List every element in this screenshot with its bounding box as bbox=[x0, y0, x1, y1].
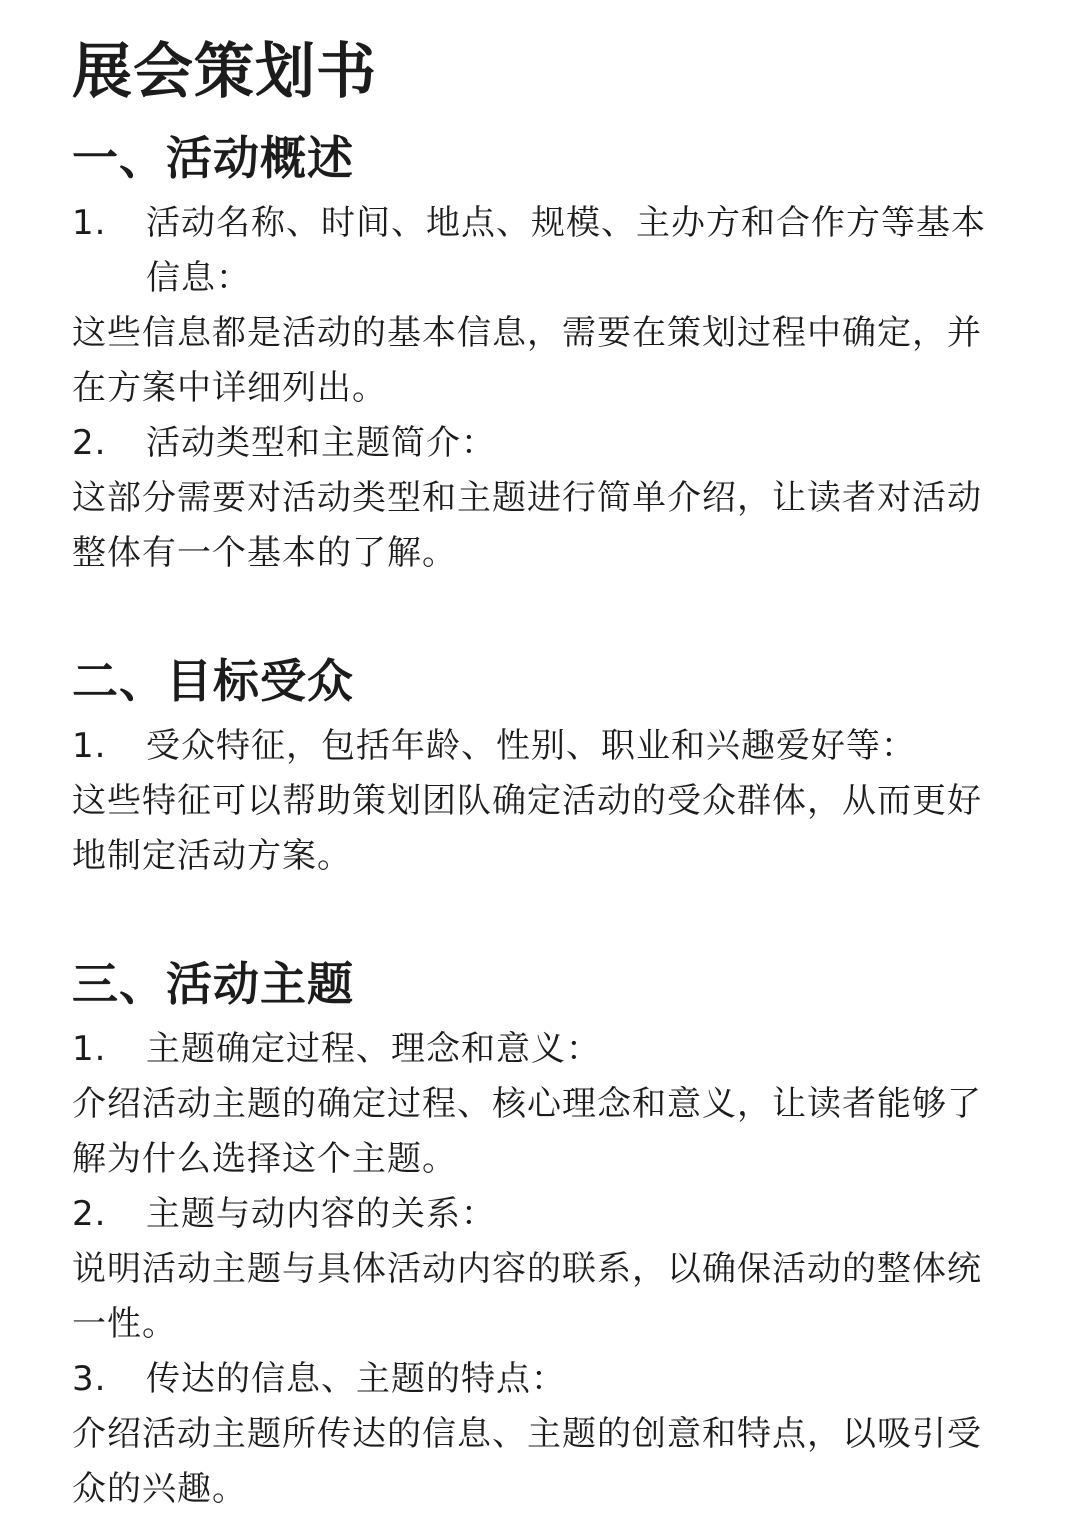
item-title bbox=[72, 196, 1008, 306]
section-heading: 一、活动概述 bbox=[72, 131, 354, 185]
item-number: 3. bbox=[72, 1359, 107, 1399]
list-item bbox=[72, 1352, 1008, 1517]
list-item bbox=[72, 416, 1008, 581]
list-item bbox=[72, 1022, 1008, 1187]
document-title: 展会策划书 bbox=[72, 37, 377, 107]
item-number: 1. bbox=[72, 203, 107, 243]
item-label: 活动名称、时间、地点、规模、主办方和合作方等基本信息： bbox=[146, 203, 986, 298]
item-number: 1. bbox=[72, 1029, 107, 1069]
list-item bbox=[72, 1187, 1008, 1352]
item-body: 介绍活动主题的确定过程、核心理念和意义，让读者能够了解为什么选择这个主题。 bbox=[72, 1084, 982, 1179]
item-label: 受众特征，包括年龄、性别、职业和兴趣爱好等： bbox=[146, 726, 916, 766]
item-body: 说明活动主题与具体活动内容的联系，以确保活动的整体统一性。 bbox=[72, 1249, 982, 1344]
item-title bbox=[72, 1187, 1008, 1242]
item-body: 这部分需要对活动类型和主题进行简单介绍，让读者对活动整体有一个基本的了解。 bbox=[72, 478, 982, 573]
section-target-audience bbox=[72, 651, 1008, 884]
item-label: 主题与动内容的关系： bbox=[146, 1194, 496, 1234]
list-item bbox=[72, 719, 1008, 884]
item-body: 这些特征可以帮助策划团队确定活动的受众群体，从而更好地制定活动方案。 bbox=[72, 781, 982, 876]
section-heading: 三、活动主题 bbox=[72, 957, 354, 1011]
section-overview bbox=[72, 128, 1008, 581]
section-theme bbox=[72, 954, 1008, 1517]
item-body: 介绍活动主题所传达的信息、主题的创意和特点，以吸引受众的兴趣。 bbox=[72, 1414, 982, 1509]
list-item bbox=[72, 196, 1008, 416]
item-title bbox=[72, 1022, 1008, 1077]
item-title bbox=[72, 719, 1008, 774]
item-number: 2. bbox=[72, 1194, 107, 1234]
item-number: 1. bbox=[72, 726, 107, 766]
section-heading: 二、目标受众 bbox=[72, 654, 354, 708]
item-number: 2. bbox=[72, 423, 107, 463]
item-label: 活动类型和主题简介： bbox=[146, 423, 496, 463]
item-body: 这些信息都是活动的基本信息，需要在策划过程中确定，并在方案中详细列出。 bbox=[72, 313, 982, 408]
item-title bbox=[72, 1352, 1008, 1407]
item-title bbox=[72, 416, 1008, 471]
item-label: 主题确定过程、理念和意义： bbox=[146, 1029, 601, 1069]
item-label: 传达的信息、主题的特点： bbox=[146, 1359, 566, 1399]
